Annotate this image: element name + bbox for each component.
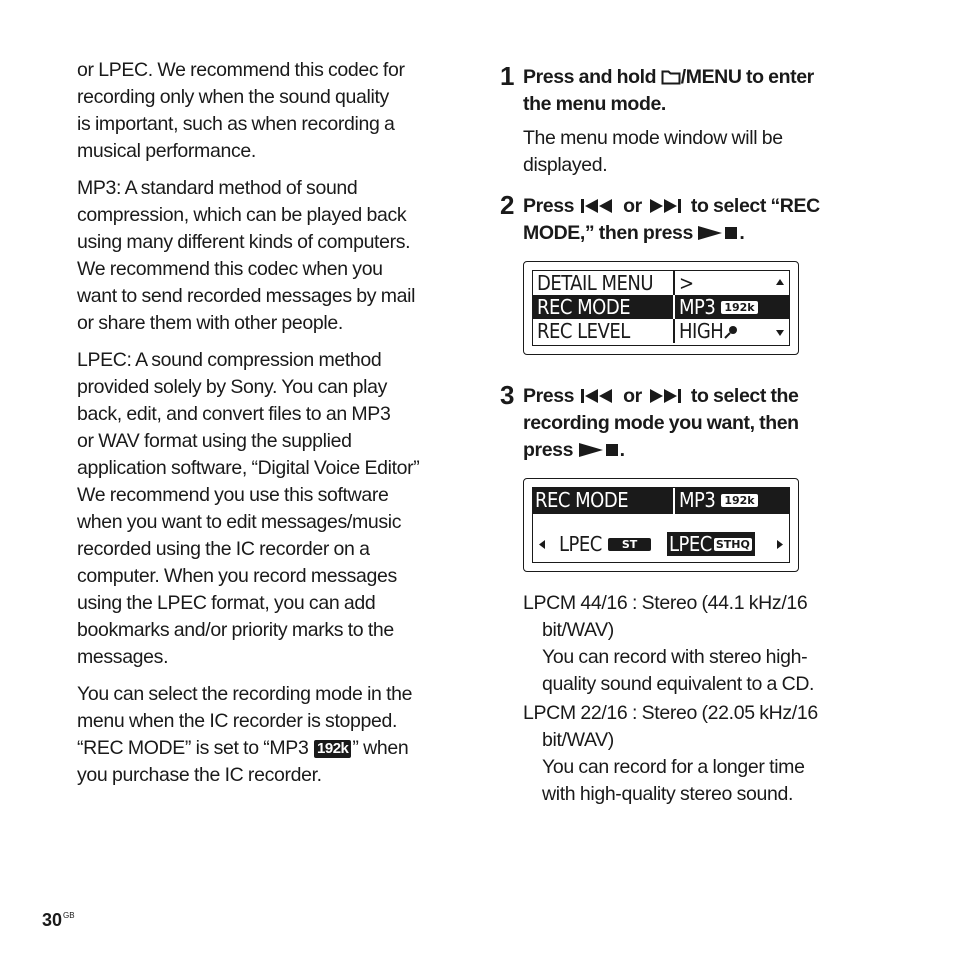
bitrate-badge: 192k (314, 740, 351, 758)
play-stop-icon (578, 442, 620, 458)
scroll-down-icon (775, 329, 785, 337)
play-stop-icon (697, 225, 739, 241)
page-number: $30^{GB}$ (42, 910, 75, 930)
paragraph-intro: or LPEC. We recommend this codec for recording only when the sound quality is important, such as when recording a musical performance. (77, 59, 405, 162)
bitrate-badge: 192k (721, 494, 757, 507)
step-description: The menu mode window will be displayed. (523, 127, 783, 176)
scroll-left-icon (539, 540, 545, 549)
menu-row-detail: DETAIL MENU > (533, 271, 789, 295)
option-lpec-st: LPEC ST (559, 532, 651, 556)
lcd-rec-mode-screen (523, 478, 799, 572)
bitrate-badge: 192k (721, 301, 757, 314)
scroll-right-icon (777, 540, 783, 549)
step-title: Press or to select the recording mode you want, then press . (523, 385, 799, 461)
menu-row-rec-level: REC LEVEL HIGH (533, 319, 789, 343)
rec-mode-options (533, 532, 789, 556)
scroll-up-icon (775, 278, 785, 286)
step-number: 2 (500, 190, 515, 220)
lcd-menu-screen (523, 261, 799, 355)
option-lpec-sthq-selected: LPEC STHQ (667, 532, 755, 556)
entry-lpcm-44-16: LPCM 44/16 : Stereo (44.1 kHz/16 bit/WAV) You can record with stereo high- quality sound equivalent to a CD. (523, 592, 815, 695)
step-title: Press and hold /MENU to enter the menu mode. (523, 66, 814, 115)
paragraph-rec-mode: You can select the recording mode in the menu when the IC recorder is stopped. “REC MODE” is set to “MP3 192k ” when you purchase the IC recorder. (77, 683, 413, 786)
previous-track-icon (579, 198, 619, 214)
entry-lpcm-22-16: LPCM 22/16 : Stereo (22.05 kHz/16 bit/WAV) You can record for a longer time with high-quality stereo sound. (523, 702, 818, 805)
step-number: 1 (500, 61, 515, 91)
paragraph-lpec: LPEC: A sound compression method provided solely by Sony. You can play back, edit, and convert files to an MP3 or WAV format using the supplied application software, “Digital Voice Editor” We recommend you use this software when you want to edit messages/music recorded using the IC recorder on a computer. When you record messages using the LPEC format, you can add bookmarks and/or priority marks to the messages. (77, 349, 420, 668)
stereo-badge: ST (608, 538, 651, 551)
step-title: Press or to select “REC MODE,” then press . (523, 195, 820, 244)
folder-icon (661, 68, 681, 85)
step-number: 3 (500, 380, 515, 410)
menu-row-rec-mode: REC MODE MP3 192k (533, 295, 789, 319)
paragraph-mp3: MP3: A standard method of sound compression, which can be played back using many different kinds of computers. We recommend this codec when you want to send recorded messages by mail or share them with other people. (77, 177, 416, 334)
rec-mode-header: REC MODE MP3 192k (533, 488, 789, 514)
stereo-hq-badge: STHQ (715, 538, 750, 551)
previous-track-icon (579, 388, 619, 404)
next-track-icon (646, 388, 686, 404)
next-track-icon (646, 198, 686, 214)
microphone-icon (724, 325, 738, 339)
